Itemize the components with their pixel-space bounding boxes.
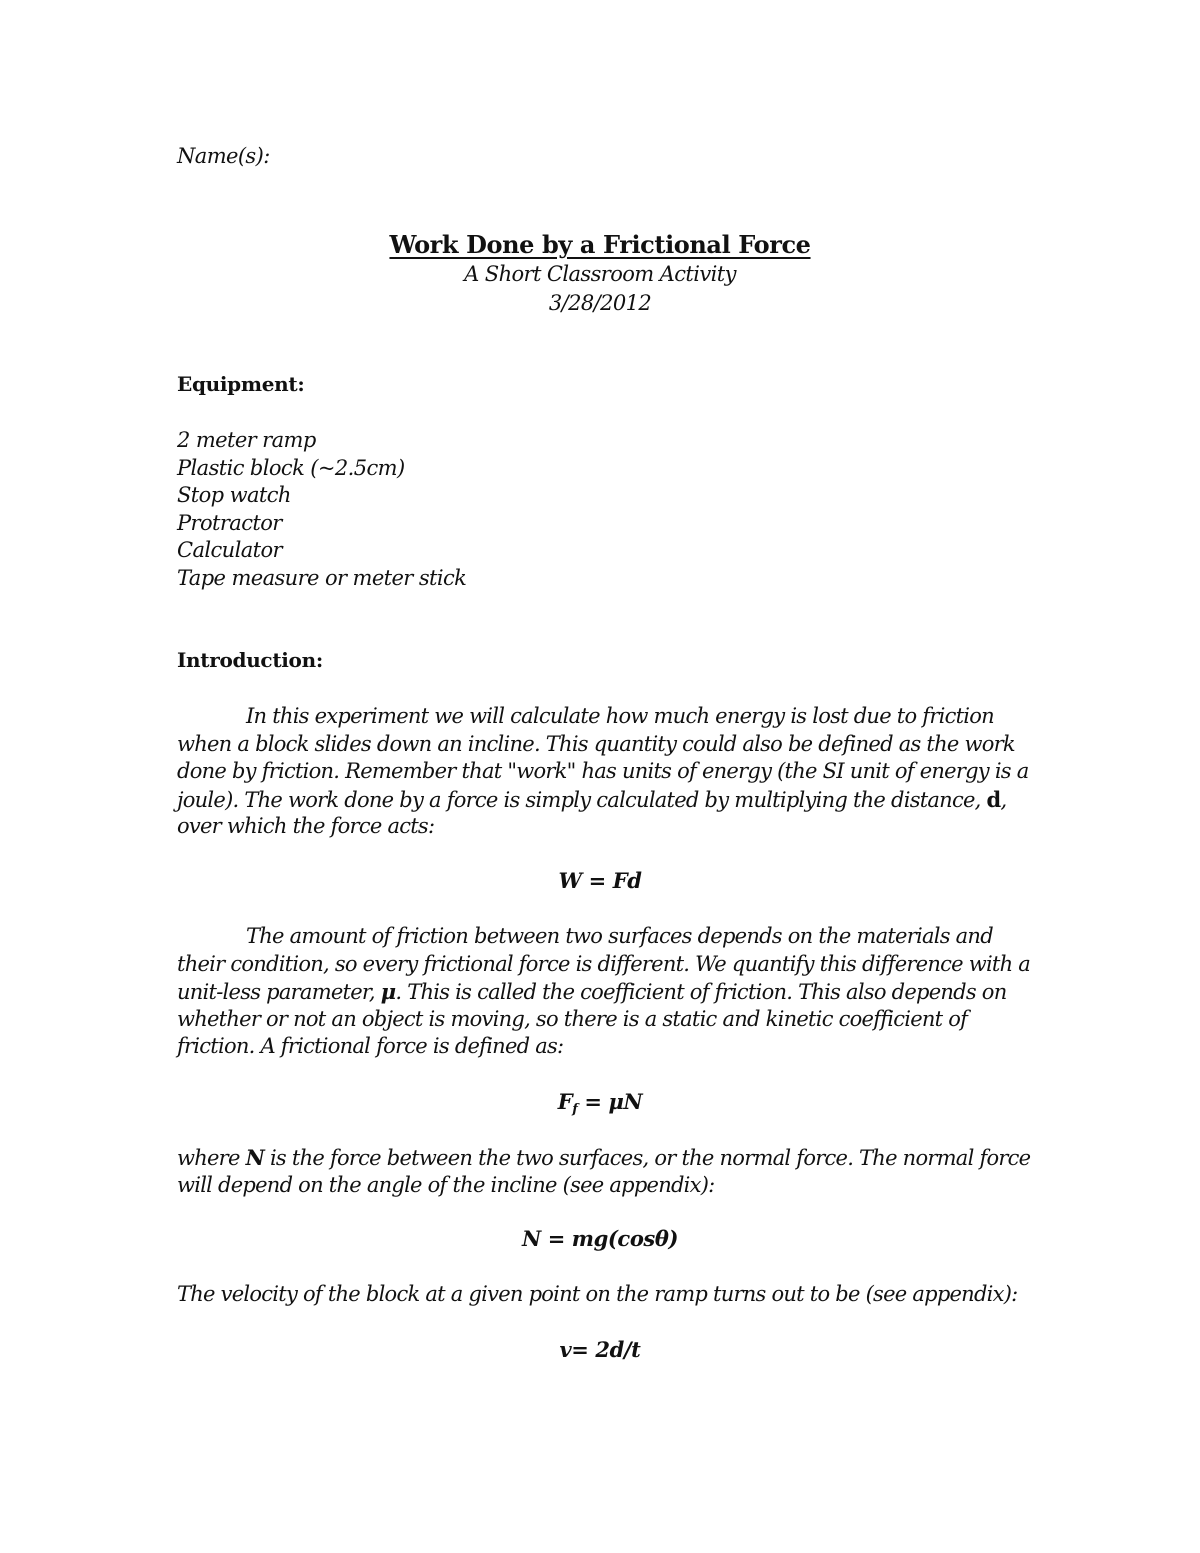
paragraph-line: done by friction. Remember that "work" has units of energy (the SI unit of energy is a [177,759,1029,784]
equipment-item: Protractor [177,510,282,535]
document-subtitle: A Short Classroom Activity [464,262,736,286]
paragraph-line: whether or not an object is moving, so there is a static and kinetic coefficient of [177,1006,968,1031]
equation-work: W = Fd [558,868,642,893]
line-text: joule). The work done by a force is simply calculated by multiplying the distance, [177,787,987,812]
introduction-heading: Introduction: [177,648,323,672]
paragraph-line [177,786,1037,814]
document-title: Work Done by a Frictional Force [389,230,811,259]
equipment-heading: Equipment: [177,372,305,396]
names-label: Name(s): [177,144,270,168]
intro-paragraph-4: The velocity of the block at a given point on the ramp turns out to be (see appendix): [177,1282,1018,1306]
equipment-item: Plastic block (~2.5cm) [177,455,405,480]
equation-normal-force: N = mg(cosθ) [521,1226,678,1251]
paragraph-line: friction. A frictional force is defined as: [177,1034,564,1059]
equipment-item: Stop watch [177,483,291,508]
equation-part: F [557,1089,573,1114]
line-text: , [1000,787,1007,812]
line-text: . This is called the coefficient of friction. This also depends on [395,980,1007,1005]
intro-paragraph-3 [177,1144,1037,1199]
line-text: where [177,1146,246,1170]
equation-velocity: v= 2d/t [559,1337,641,1362]
equipment-item: 2 meter ramp [177,428,316,452]
paragraph-line: over which the force acts: [177,814,435,839]
paragraph-line: when a block slides down an incline. This quantity could also be defined as the work [177,731,1015,756]
paragraph-line [177,978,1037,1006]
paragraph-line: their condition, so every frictional force is different. We quantify this difference with a [177,951,1031,976]
paragraph-line: In this experiment we will calculate how much energy is lost due to friction [246,704,994,728]
paragraph-line: The amount of friction between two surfaces depends on the materials and [246,924,993,948]
paragraph-line [177,1144,1037,1172]
intro-paragraph-1 [177,703,1037,841]
line-text: unit-less parameter, [177,980,381,1005]
line-text: is the force between the two surfaces, or the normal force. The normal force [264,1146,1031,1170]
mu-symbol: μ [380,979,396,1005]
document-date: 3/28/2012 [548,291,652,315]
equipment-item: Calculator [177,538,282,563]
equipment-item: Tape measure or meter stick [177,565,467,590]
equipment-list [177,427,1037,593]
equation-friction [0,1089,1200,1117]
equation-part: = μN [577,1089,643,1114]
paragraph-line: will depend on the angle of the incline (see appendix): [177,1172,715,1197]
equation-subscript: f [572,1102,578,1117]
distance-symbol: d [986,786,1001,812]
intro-paragraph-2 [177,923,1037,1061]
normal-force-symbol: N [245,1145,265,1170]
